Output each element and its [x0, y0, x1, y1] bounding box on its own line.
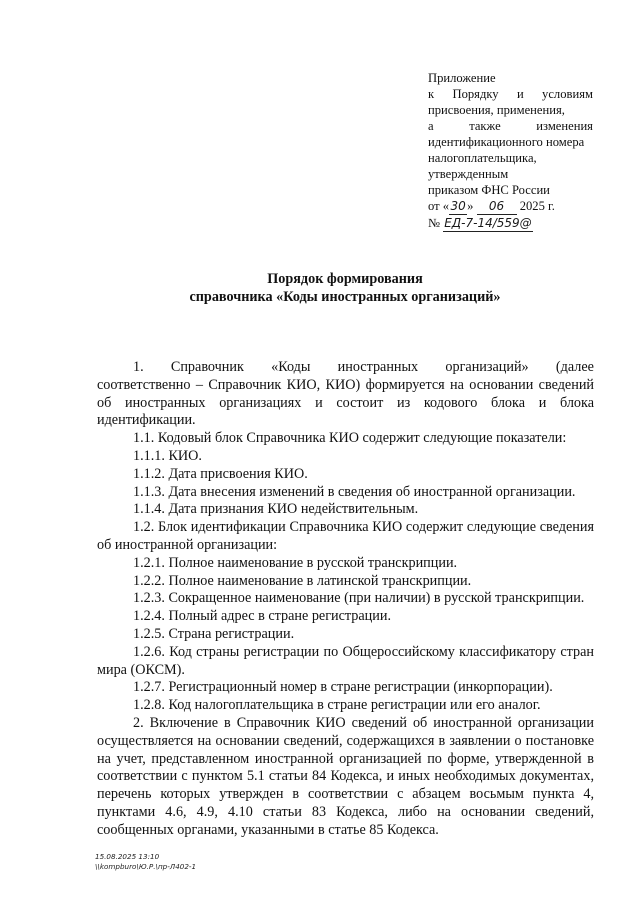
p1-word: организаций»: [445, 359, 529, 375]
appendix-word: а: [428, 119, 434, 133]
clause-1-2-1: 1.2.1. Полное наименование в русской транскрипции.: [133, 554, 458, 571]
number-prefix: №: [428, 216, 441, 230]
footer-timestamp: 15.08.2025 13:10: [95, 852, 160, 861]
document-title: [0, 270, 640, 306]
clause-1-1-1: 1.1.1. КИО.: [133, 447, 202, 464]
appendix-line: Приложение: [428, 71, 496, 85]
title-line-1: Порядок формирования: [267, 271, 423, 287]
handwritten-month: 06: [477, 198, 517, 215]
p1-word: «Коды: [271, 359, 311, 375]
clause-1-2-6: 1.2.6. Код страны регистрации по Общероссийскому классификатору стран мира (ОКСМ).: [97, 643, 594, 678]
footer-meta: [95, 852, 196, 872]
p1-word: (далее: [555, 359, 594, 375]
clause-1-2: 1.2. Блок идентификации Справочника КИО содержит следующие сведения об иностранной организации:: [97, 519, 594, 553]
appendix-word: и: [516, 87, 524, 101]
paragraph-1-rest: соответственно – Справочник КИО, КИО) формируется на основании сведений об иностранных организациях и состоит из кодового блока и блока идентификации.: [97, 376, 594, 429]
date-year: 2025 г.: [519, 199, 555, 213]
clause-1-1-4: 1.1.4. Дата признания КИО недействительным.: [133, 501, 419, 518]
document-body: [97, 359, 594, 840]
appendix-word: Порядку: [452, 87, 499, 101]
title-line-2: справочника «Коды иностранных организаций»: [189, 289, 501, 305]
handwritten-day: 30: [450, 199, 466, 213]
p1-word: иностранных: [337, 359, 419, 375]
appendix-line: приказом ФНС России: [428, 183, 550, 197]
clause-1-1-3: 1.1.3. Дата внесения изменений в сведения об иностранной организации.: [133, 483, 576, 500]
appendix-block: [428, 70, 593, 232]
appendix-line: [428, 86, 593, 102]
appendix-word: условиям: [542, 87, 593, 101]
clause-1-1-2: 1.1.2. Дата присвоения КИО.: [133, 465, 308, 482]
appendix-word: к: [428, 87, 435, 101]
appendix-word: изменения: [536, 119, 593, 133]
footer-file-path: \\kompburo\Ю.Р.\пр-Л402-1: [95, 862, 197, 871]
appendix-line: налогоплательщика,: [428, 151, 537, 165]
appendix-line: идентификационного номера: [428, 135, 585, 149]
appendix-line: присвоения, применения,: [428, 103, 565, 117]
appendix-word: также: [469, 119, 501, 133]
clause-1-2-2: 1.2.2. Полное наименование в латинской транскрипции.: [133, 572, 472, 589]
appendix-line: утвержденным: [428, 167, 509, 181]
appendix-line: [428, 118, 593, 134]
clause-1-2-8: 1.2.8. Код налогоплательщика в стране регистрации или его аналог.: [133, 697, 541, 714]
p1-word: Справочник: [170, 359, 244, 375]
clause-1-2-7: 1.2.7. Регистрационный номер в стране регистрации (инкорпорации).: [133, 679, 553, 696]
handwritten-order-number: ЕД-7-14/559@: [444, 216, 532, 230]
clause-1-2-4: 1.2.4. Полный адрес в стране регистрации.: [133, 608, 392, 625]
clause-1-2-5: 1.2.5. Страна регистрации.: [133, 625, 295, 642]
appendix-date-line: [428, 198, 593, 215]
paragraph-2: 2. Включение в Справочник КИО сведений об иностранной организации осуществляется на основании сведений, содержащихся в заявлении о постановке на учет, представленном иностранной организацией по форме, утвержденной в соответствии с пунктом 5.1 статьи 84 Кодекса, и иных необходимых документах, перечень которых утвержден в соответствии с абзацем восьмым пункта 4, пунктами 4.6, 4.9, 4.10 статьи 83 Кодекса, либо на основании сведений, сообщенных органами, указанными в статье 85 Кодекса.: [97, 714, 594, 838]
date-prefix: от «: [428, 199, 450, 213]
clause-1-1: 1.1. Кодовый блок Справочника КИО содержит следующие показатели:: [133, 430, 567, 447]
date-mid: »: [467, 199, 474, 213]
clause-1-2-3: 1.2.3. Сокращенное наименование (при наличии) в русской транскрипции.: [133, 590, 585, 607]
p1-word: 1.: [133, 359, 144, 375]
paragraph-1-first-line: [97, 359, 594, 377]
appendix-number-line: [428, 215, 593, 232]
